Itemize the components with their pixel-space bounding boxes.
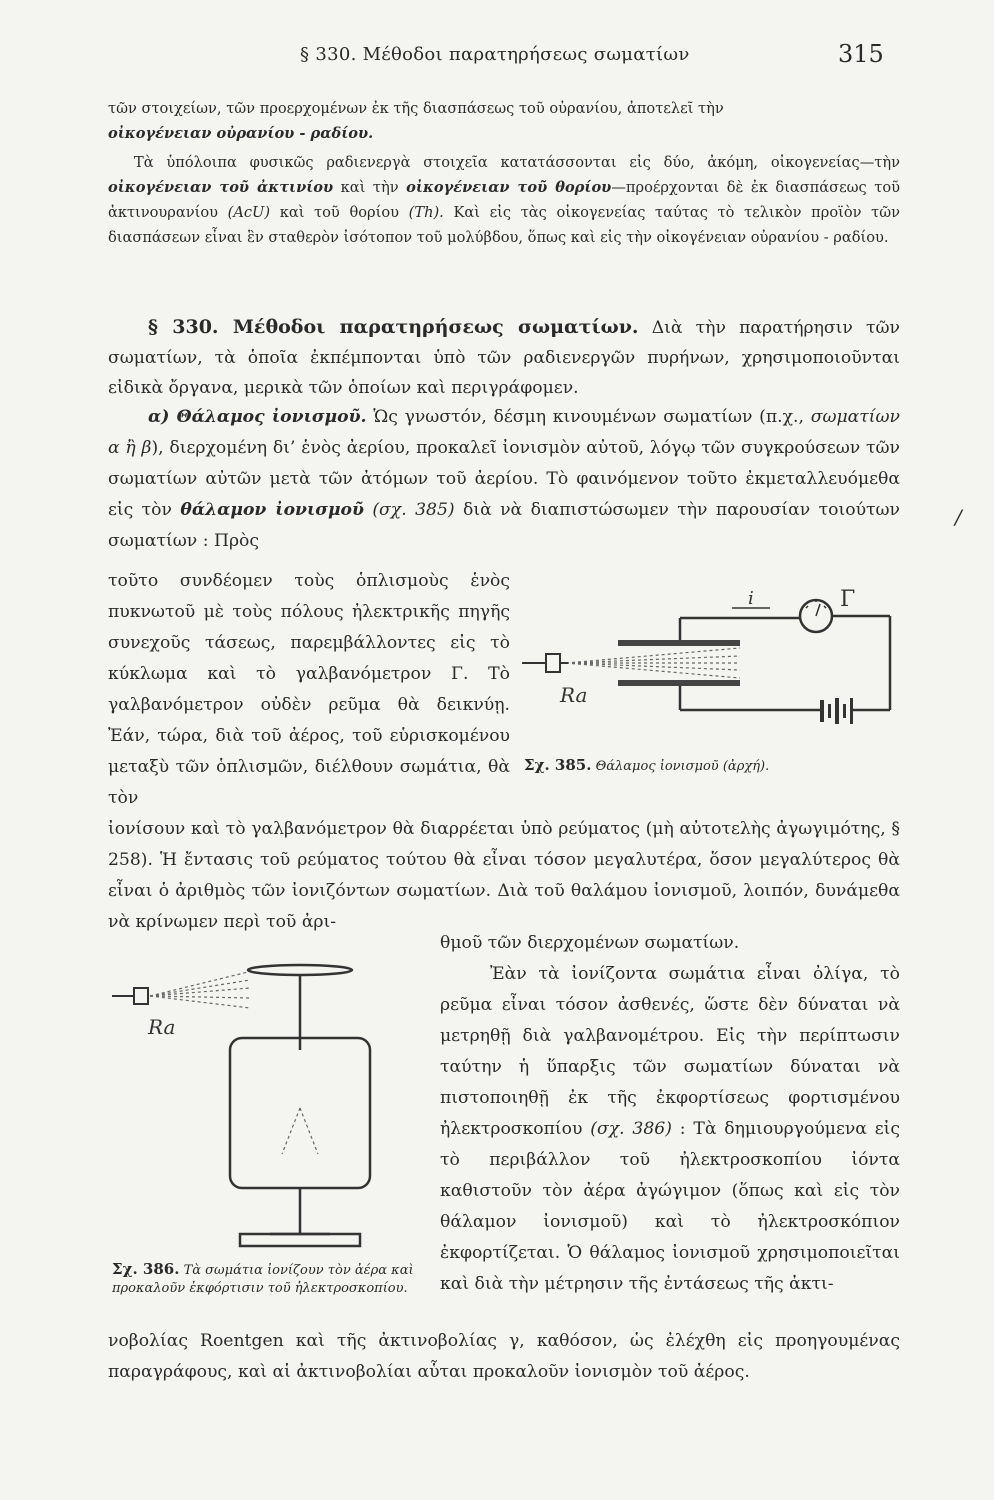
fig-ref-386: (σχ. 386): [590, 1119, 672, 1139]
ion-chamber-term: θάλαμον ἰονισμοῦ: [180, 500, 364, 520]
radium-label-385: Ra: [560, 683, 588, 707]
family-thorium: οἰκογένειαν τοῦ θορίου: [406, 179, 612, 196]
electroscope-text-a: Ἐὰν τὰ ἰονίζοντα σωμάτια εἶναι ὀλίγα, τὸ ρεῦμα εἶναι τόσον ἀσθενές, ὥστε δὲν δύναται νὰ μετρηθῇ διὰ γαλβανομέτρου. Εἰς τὴν περίπτωσιν ταύτην ἡ ὕπαρξις τῶν σωματίων δύναται νὰ πιστοποιηθῇ ἐκ τῆς ἐκφορτίσεως φορτισμένου ἠλεκτροσκοπίου: [440, 964, 900, 1139]
figure-386-diagram: [110, 958, 420, 1258]
margin-mark: /: [955, 505, 962, 529]
figure-386-number: Σχ. 386.: [112, 1260, 180, 1278]
section-paragraph: [108, 312, 900, 403]
families-text-d: καὶ τοῦ θορίου: [270, 204, 409, 221]
figure-385-diagram: [520, 580, 900, 740]
families-text-c: —προέρχονται δὲ ἐκ διασπάσεως τοῦ ἀκτινουρανίου: [108, 179, 900, 221]
family-uranium-radium: οἰκογένειαν οὐρανίου - ραδίου.: [108, 125, 374, 142]
intro-line-1: τῶν στοιχείων, τῶν προερχομένων ἐκ τῆς διασπάσεως τοῦ οὐρανίου, ἀποτελεῖ τὴν: [108, 100, 724, 117]
final-text: νοβολίας Roentgen καὶ τῆς ἀκτινοβολίας γ, καθόσον, ὡς ἐλέχθη εἰς προηγουμένας παραγράφους, καὶ αἱ ἀκτινοβολίαι αὗται προκαλοῦν ἰονισμὸν τοῦ ἀέρος.: [108, 1331, 900, 1382]
radium-label-386: Ra: [148, 1015, 176, 1039]
figure-386-text: Τὰ σωμάτια ἰονίζουν τὸν ἀέρα καὶ προκαλοῦν ἐκφόρτισιν τοῦ ἠλεκτροσκοπίου.: [112, 1263, 414, 1296]
galvanometer-label: Γ: [840, 587, 856, 612]
ion-text-particles: σωματίων α ἢ β: [108, 407, 900, 458]
ion-text-2: ), διερχομένη δι’ ἑνὸς ἀερίου, προκαλεῖ ἰονισμὸν αὐτοῦ, λόγῳ τῶν συγκρούσεων τῶν σωματίων αὐτῶν μετὰ τῶν ἀτόμων τοῦ ἀερίου. Τὸ φαινόμενον τοῦτο ἐκμεταλλευόμεθα εἰς τὸν: [108, 438, 900, 520]
electroscope-text-b: : Τὰ δημιουργούμενα εἰς τὸ περιβάλλον τοῦ ἠλεκτροσκοπίου ἰόντα καθιστοῦν τὸν ἀέρα ἀγώγιμον (ὅπως καὶ εἰς τὸν θάλαμον ἰονισμοῦ) καὶ τὸ ἠλεκτροσκόπιον ἐκφορτίζεται. Ὁ θάλαμος ἰονισμοῦ χρησιμοποιεῖται καὶ διὰ τὴν μέτρησιν τῆς ἐντάσεως τῆς ἀκτι-: [440, 1119, 901, 1294]
section-heading: § 330. Μέθοδοι παρατηρήσεως σωματίων.: [148, 316, 639, 338]
page-header: [0, 40, 994, 74]
running-title: § 330. Μέθοδοι παρατηρήσεως σωματίων: [300, 44, 690, 65]
ion-full-text: ἰονίσουν καὶ τὸ γαλβανόμετρον θὰ διαρρέεται ὑπὸ ρεύματος (μὴ αὐτοτελὴς ἀγωγιμότης, § 258). Ἡ ἔντασις τοῦ ρεύματος τούτου θὰ εἶναι τόσον μεγαλυτέρα, ὅσον μεγαλύτερος θὰ εἶναι ὁ ἀριθμὸς τῶν ἰονιζόντων σωματίων. Διὰ τοῦ θαλάμου ἰονισμοῦ, λοιπόν, δυνάμεθα νὰ κρίνωμεν περὶ τοῦ ἀρι-: [108, 819, 900, 932]
ion-right-line: θμοῦ τῶν διερχομένων σωματίων.: [440, 933, 740, 953]
ion-narrow-text: τοῦτο συνδέομεν τοὺς ὁπλισμοὺς ἑνὸς πυκνωτοῦ μὲ τοὺς πόλους ἠλεκτρικῆς πηγῆς συνεχοῦς τάσεως, παρεμβάλλοντες εἰς τὸ κύκλωμα καὶ τὸ γαλβανόμετρον Γ. Τὸ γαλβανόμετρον οὐδὲν ρεῦμα θὰ δεικνύῃ. Ἐάν, τώρα, διὰ τοῦ ἀέρος, τοῦ εὑρισκομένου μεταξὺ τῶν ὁπλισμῶν, διέλθουν σωμάτια, θὰ τὸν: [108, 571, 510, 808]
ion-chamber-heading: α) Θάλαμος ἰονισμοῦ.: [148, 407, 367, 427]
electroscope-case: [230, 1038, 370, 1188]
current-label: i: [748, 588, 754, 609]
th-symbol: (Th).: [408, 204, 444, 221]
figure-385-text: Θάλαμος ἰονισμοῦ (ἀρχή).: [591, 759, 770, 774]
family-actinium: οἰκογένειαν τοῦ ἀκτινίου: [108, 179, 334, 196]
section-intro-text: Διὰ τὴν παρατήρησιν τῶν σωματίων, τὰ ὁποῖα ἐκπέμπονται ὑπὸ τῶν ραδιενεργῶν πυρήνων, χρησιμοποιοῦνται εἰδικὰ ὄργανα, μερικὰ τῶν ὁποίων καὶ περιγράφομεν.: [108, 318, 900, 398]
ion-text-3: διὰ νὰ διαπιστώσωμεν τὴν παρουσίαν τοιούτων σωματίων : Πρὸς: [108, 500, 900, 551]
figure-385-caption: [524, 756, 904, 776]
ion-chamber-paragraph: [108, 402, 900, 557]
electroscope-paragraph: [440, 959, 900, 1300]
acu-symbol: (AcU): [227, 204, 271, 221]
families-paragraph: [108, 150, 900, 250]
families-text-e: Καὶ εἰς τὰς οἰκογενείας ταύτας τὸ τελικὸν προϊὸν τῶν διασπάσεων εἶναι ἓν σταθερὸν ἰσότοπον τοῦ μολύβδου, ὅπως καὶ εἰς τὴν οἰκογένειαν οὐρανίου - ραδίου.: [108, 204, 900, 246]
intro-paragraph: [108, 96, 900, 146]
capacitor-plate-bottom: [618, 680, 740, 686]
families-text-a: Τὰ ὑπόλοιπα φυσικῶς ραδιενεργὰ στοιχεῖα κατατάσσονται εἰς δύο, ἀκόμη, οἰκογενείας—τὴν: [134, 154, 900, 171]
families-text-b: καὶ τὴν: [333, 179, 407, 196]
ion-text-1: Ὡς γνωστόν, δέσμη κινουμένων σωματίων (π.χ.,: [366, 407, 811, 427]
capacitor-plate-top: [618, 640, 740, 646]
figure-385-number: Σχ. 385.: [524, 756, 592, 774]
figure-386-caption: [112, 1260, 422, 1298]
page-number: 315: [838, 40, 884, 68]
fig-ref-385: (σχ. 385): [372, 500, 455, 520]
battery-symbol: [820, 698, 853, 724]
electroscope-disk: [248, 965, 352, 975]
